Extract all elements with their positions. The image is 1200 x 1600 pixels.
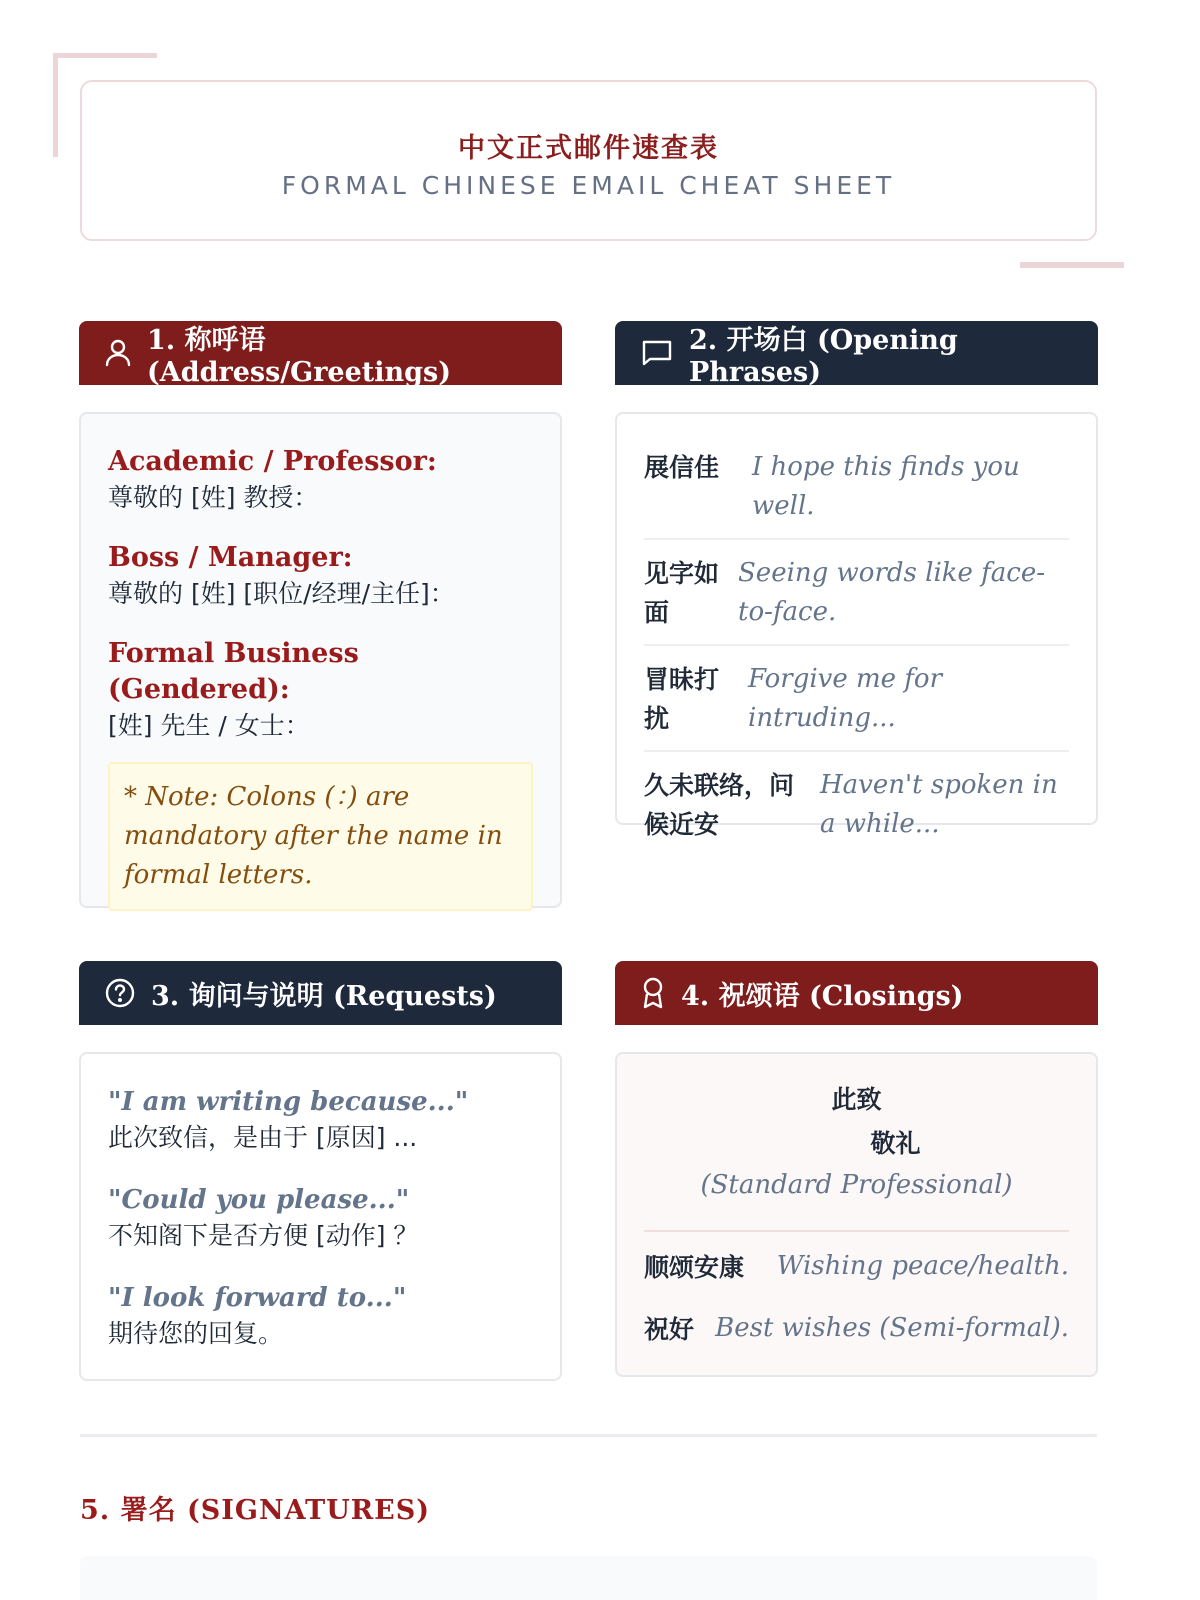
user-icon — [105, 339, 131, 367]
message-square-icon — [641, 339, 673, 367]
greeting-chinese: [姓] 先生 / 女士： — [108, 711, 310, 740]
closing-english: Wishing peace/health. — [776, 1251, 1069, 1281]
opening-phrase-row — [644, 646, 1069, 752]
section-3-header — [79, 961, 562, 1025]
opening-phrase-english: I hope this finds you well. — [752, 452, 1020, 521]
greeting-label: Formal Business (Gendered): — [108, 638, 359, 705]
opening-phrase-chinese: 冒昧打扰 — [644, 665, 720, 733]
request-quote: "I look forward to..." — [108, 1283, 407, 1313]
opening-phrase-row — [644, 540, 1069, 646]
request-quote: "Could you please..." — [108, 1185, 410, 1215]
greeting-label: Academic / Professor: — [108, 446, 437, 477]
decorative-corner-bottom-right — [1020, 262, 1124, 268]
request-quote: "I am writing because..." — [108, 1087, 469, 1117]
page-title-english: FORMAL CHINESE EMAIL CHEAT SHEET — [281, 171, 896, 200]
opening-phrase-row — [644, 752, 1069, 856]
closing-line-2: 敬礼 — [870, 1129, 921, 1158]
section-3-card — [79, 1052, 562, 1381]
request-chinese: 此次致信，是由于 [原因] ... — [108, 1123, 418, 1152]
greeting-item — [108, 636, 533, 744]
opening-phrase-row — [644, 434, 1069, 540]
section-4-card — [615, 1052, 1098, 1377]
closing-chinese: 祝好 — [644, 1315, 695, 1344]
page-header — [80, 80, 1097, 241]
help-circle-icon — [105, 978, 135, 1008]
opening-phrase-english: Seeing words like face-to-face. — [738, 558, 1046, 627]
section-2-header — [615, 321, 1098, 388]
closing-line-1: 此致 — [831, 1085, 882, 1114]
closing-english: Best wishes (Semi-formal). — [715, 1313, 1069, 1343]
greeting-label: Boss / Manager: — [108, 542, 353, 573]
request-item — [108, 1084, 533, 1156]
greeting-item — [108, 444, 533, 516]
opening-phrase-english: Forgive me for intruding... — [748, 664, 943, 733]
signatures-card — [80, 1556, 1097, 1600]
request-item — [108, 1182, 533, 1254]
greeting-chinese: 尊敬的 [姓] 教授： — [108, 483, 319, 512]
section-2-title: 2. 开场白 (Opening Phrases) — [689, 325, 958, 388]
section-1-card — [79, 412, 562, 908]
section-5-title: 5. 署名 (SIGNATURES) — [80, 1495, 431, 1526]
closing-note: (Standard Professional) — [700, 1170, 1013, 1200]
request-item — [108, 1280, 533, 1352]
section-3-title: 3. 询问与说明 (Requests) — [151, 980, 497, 1012]
section-divider — [80, 1434, 1097, 1437]
request-chinese: 不知阁下是否方便 [动作] ？ — [108, 1221, 419, 1250]
closing-chinese: 顺颂安康 — [644, 1253, 745, 1282]
closing-row — [644, 1235, 1069, 1297]
page-title-chinese: 中文正式邮件速查表 — [458, 133, 719, 164]
opening-phrase-chinese: 久未联络，问候近安 — [644, 771, 795, 839]
section-1-title: 1. 称呼语 (Address/Greetings) — [147, 325, 452, 388]
section-1-header — [79, 321, 562, 388]
opening-phrase-chinese: 见字如面 — [644, 559, 720, 627]
greeting-chinese: 尊敬的 [姓] [职位/经理/主任]： — [108, 579, 455, 608]
section-4-header — [615, 961, 1098, 1025]
section-4-title: 4. 祝颂语 (Closings) — [681, 980, 964, 1012]
request-chinese: 期待您的回复。 — [108, 1319, 284, 1348]
closing-row — [644, 1297, 1069, 1359]
award-icon — [641, 977, 665, 1009]
opening-phrase-english: Haven't spoken in a while... — [820, 770, 1058, 839]
greeting-item — [108, 540, 533, 612]
colon-note: * Note: Colons (：) are mandatory after the name in formal letters. — [108, 762, 533, 911]
opening-phrase-chinese: 展信佳 — [644, 453, 720, 482]
section-2-card — [615, 412, 1098, 839]
standard-closing — [644, 1078, 1069, 1232]
